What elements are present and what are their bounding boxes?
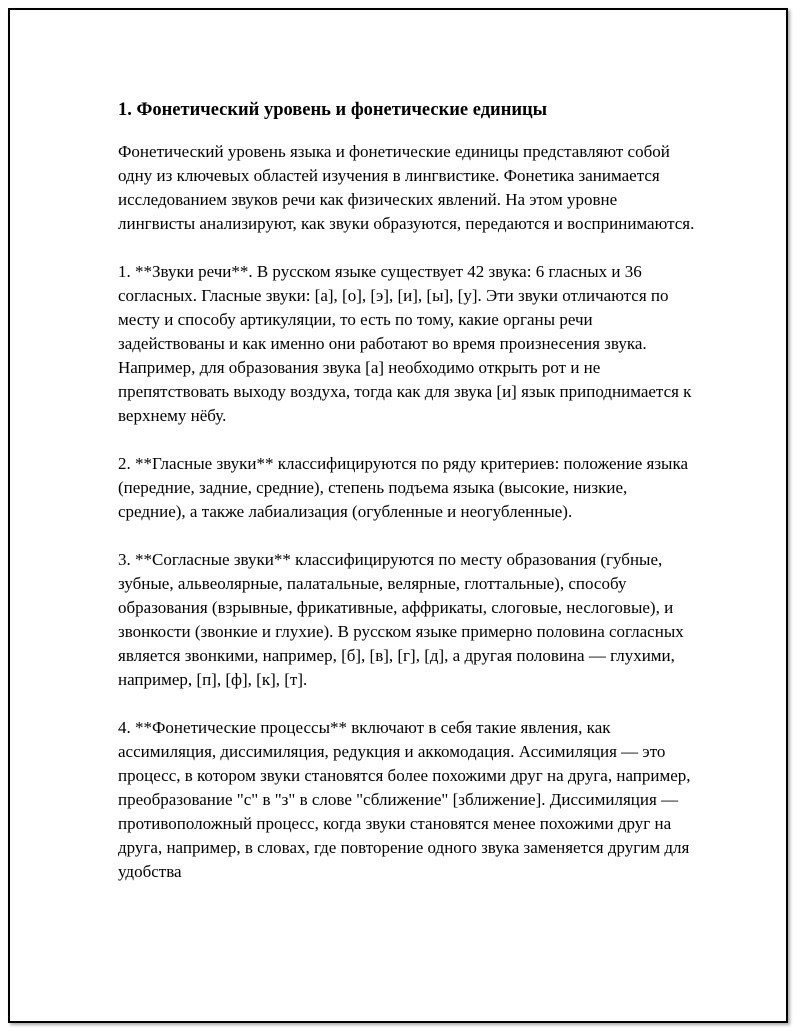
document-page: [8, 8, 788, 1023]
document-content: [118, 96, 698, 908]
paragraph-speech-sounds: 1. **Звуки речи**. В русском языке существует 42 звука: 6 гласных и 36 согласных. Гласные звуки: [а], [о], [э], [и], [ы], [у]. Эти звуки отличаются по месту и способу артикуляции, то есть по тому, какие органы речи задействованы и как именно они работают во время произнесения звука. Например, для образования звука [а] необходимо открыть рот и не препятствовать выходу воздуха, тогда как для звука [и] язык приподнимается к верхнему нёбу.: [118, 262, 692, 425]
paragraph-phonetic-processes: 4. **Фонетические процессы** включают в себя такие явления, как ассимиляция, диссимиляция, редукция и аккомодация. Ассимиляция — это процесс, в котором звуки становятся более похожими друг на друга, например, преобразование "с" в "з" в слове "сближение" [зближение]. Диссимиляция — противоположный процесс, когда звуки становятся менее похожими друг на друга, например, в словах, где повторение одного звука заменяется другим для удобства: [118, 718, 691, 881]
section-heading: 1. Фонетический уровень и фонетические единицы: [118, 100, 548, 120]
paragraph-intro: Фонетический уровень языка и фонетические единицы представляют собой одну из ключевых областей изучения в лингвистике. Фонетика занимается исследованием звуков речи как физических явлений. На этом уровне лингвисты анализируют, как звуки образуются, передаются и воспринимаются.: [118, 142, 695, 233]
paragraph-consonants: 3. **Согласные звуки** классифицируются по месту образования (губные, зубные, альвеолярные, палатальные, велярные, глоттальные), способу образования (взрывные, фрикативные, аффрикаты, слоговые, неслоговые), и звонкости (звонкие и глухие). В русском языке примерно половина согласных является звонкими, например, [б], [в], [г], [д], а другая половина — глухими, например, [п], [ф], [к], [т].: [118, 550, 684, 689]
paragraph-vowels: 2. **Гласные звуки** классифицируются по ряду критериев: положение языка (передние, задние, средние), степень подъема языка (высокие, низкие, средние), а также лабиализация (огубленные и неогубленные).: [118, 454, 689, 521]
